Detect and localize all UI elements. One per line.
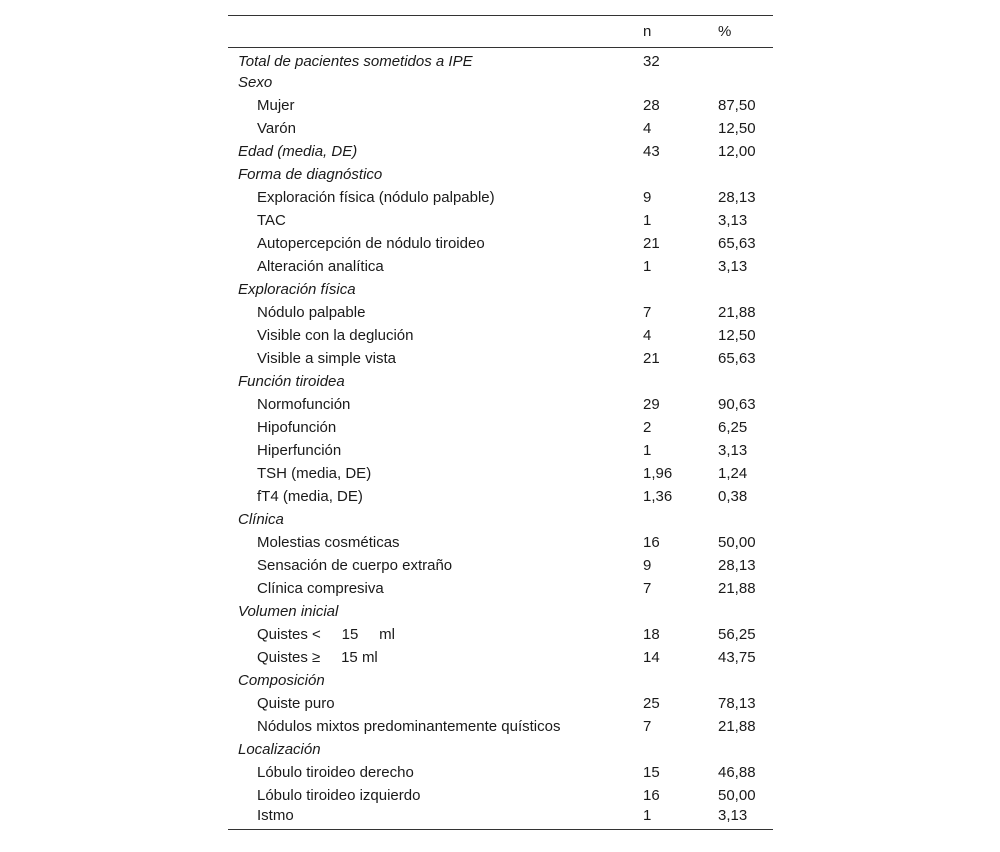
row-label: Molestias cosméticas	[257, 533, 400, 551]
row-pct: 87,50	[718, 96, 756, 114]
header-n: n	[643, 23, 652, 40]
row-n: 1	[643, 806, 652, 824]
row-label: Hipofunción	[257, 418, 337, 436]
row-label: fT4 (media, DE)	[257, 487, 363, 505]
row-pct	[718, 48, 773, 71]
table-row	[228, 186, 773, 209]
table-row	[228, 531, 773, 554]
table-row	[228, 692, 773, 715]
row-label: Total de pacientes sometidos a IPE	[238, 53, 473, 71]
row-n: 29	[643, 395, 660, 413]
table-row	[228, 393, 773, 416]
row-n: 32	[643, 53, 660, 71]
row-pct: 6,25	[718, 418, 748, 436]
table-row	[228, 646, 773, 669]
patient-characteristics-table	[228, 15, 773, 830]
row-label: Hiperfunción	[257, 441, 342, 459]
row-label: Localización	[238, 740, 321, 758]
row-label: Forma de diagnóstico	[238, 165, 383, 183]
table-row	[228, 324, 773, 347]
row-pct	[718, 278, 773, 301]
row-pct: 65,63	[718, 234, 756, 252]
row-n: 9	[643, 556, 652, 574]
row-pct: 50,00	[718, 786, 756, 804]
row-pct: 43,75	[718, 648, 756, 666]
table-row	[228, 94, 773, 117]
row-label: Istmo	[257, 806, 294, 824]
row-pct: 12,50	[718, 326, 756, 344]
row-label: Volumen inicial	[238, 602, 339, 620]
row-label: TAC	[257, 211, 286, 229]
row-n: 7	[643, 717, 652, 735]
row-pct: 12,50	[718, 119, 756, 137]
row-n: 9	[643, 188, 652, 206]
table-row	[228, 209, 773, 232]
row-label: Visible a simple vista	[257, 349, 396, 367]
row-n: 25	[643, 694, 660, 712]
row-label: Normofunción	[257, 395, 351, 413]
row-pct: 3,13	[718, 806, 748, 824]
row-pct: 65,63	[718, 349, 756, 367]
row-n: 1,96	[643, 464, 673, 482]
row-label: Nódulo palpable	[257, 303, 366, 321]
table-row	[228, 554, 773, 577]
row-pct	[718, 669, 773, 692]
row-n: 21	[643, 234, 660, 252]
table-row	[228, 255, 773, 278]
row-pct	[718, 163, 773, 186]
row-label: Quistes < 15 ml	[257, 625, 395, 643]
row-pct: 28,13	[718, 556, 756, 574]
table-row	[228, 761, 773, 784]
row-n: 16	[643, 786, 660, 804]
row-label: Clínica	[238, 510, 284, 528]
table-row	[228, 232, 773, 255]
table-row	[228, 163, 773, 186]
row-pct: 46,88	[718, 763, 756, 781]
row-n	[643, 508, 718, 531]
table-header-row	[228, 16, 773, 48]
row-label: Varón	[257, 119, 296, 137]
row-label: Quiste puro	[257, 694, 335, 712]
table-row	[228, 140, 773, 163]
row-label: Edad (media, DE)	[238, 142, 358, 160]
row-n: 16	[643, 533, 660, 551]
row-label: Lóbulo tiroideo derecho	[257, 763, 414, 781]
row-pct: 21,88	[718, 579, 756, 597]
row-n: 7	[643, 303, 652, 321]
row-n: 4	[643, 119, 652, 137]
table-row	[228, 416, 773, 439]
header-label	[228, 16, 643, 48]
table-row	[228, 370, 773, 393]
row-n: 2	[643, 418, 652, 436]
row-label: Exploración física (nódulo palpable)	[257, 188, 495, 206]
table-row	[228, 485, 773, 508]
table-row	[228, 439, 773, 462]
row-label: Exploración física	[238, 280, 356, 298]
row-pct	[718, 370, 773, 393]
table-row	[228, 807, 773, 830]
row-n: 1,36	[643, 487, 673, 505]
row-label: Mujer	[257, 96, 295, 114]
row-pct: 3,13	[718, 257, 748, 275]
row-n: 14	[643, 648, 660, 666]
row-n	[643, 669, 718, 692]
row-n: 1	[643, 257, 652, 275]
row-n	[643, 600, 718, 623]
row-label: Quistes ≥ 15 ml	[257, 648, 378, 666]
table-row	[228, 71, 773, 94]
row-pct: 12,00	[718, 142, 756, 160]
table-row	[228, 715, 773, 738]
row-pct: 78,13	[718, 694, 756, 712]
table-row	[228, 738, 773, 761]
row-label: Clínica compresiva	[257, 579, 384, 597]
table-row	[228, 278, 773, 301]
row-n	[643, 278, 718, 301]
row-n: 21	[643, 349, 660, 367]
row-pct	[718, 738, 773, 761]
row-label: Alteración analítica	[257, 257, 384, 275]
row-label: Composición	[238, 671, 325, 689]
row-label: Sexo	[238, 73, 273, 91]
row-label: TSH (media, DE)	[257, 464, 372, 482]
table-row	[228, 784, 773, 807]
table-row	[228, 117, 773, 140]
table-row	[228, 623, 773, 646]
row-label: Nódulos mixtos predominantemente quísticos	[257, 717, 561, 735]
row-pct: 50,00	[718, 533, 756, 551]
row-pct: 1,24	[718, 464, 748, 482]
row-n: 7	[643, 579, 652, 597]
row-pct: 3,13	[718, 211, 748, 229]
row-n: 43	[643, 142, 660, 160]
row-pct: 3,13	[718, 441, 748, 459]
table-row	[228, 462, 773, 485]
table-row	[228, 301, 773, 324]
row-n: 4	[643, 326, 652, 344]
row-pct: 21,88	[718, 303, 756, 321]
row-pct: 90,63	[718, 395, 756, 413]
table-row	[228, 48, 773, 71]
row-n	[643, 71, 718, 94]
row-n	[643, 163, 718, 186]
row-n: 28	[643, 96, 660, 114]
row-n	[643, 370, 718, 393]
row-n	[643, 738, 718, 761]
row-n: 1	[643, 441, 652, 459]
row-n: 1	[643, 211, 652, 229]
row-pct	[718, 71, 773, 94]
row-n: 15	[643, 763, 660, 781]
table-row	[228, 600, 773, 623]
row-label: Lóbulo tiroideo izquierdo	[257, 786, 421, 804]
table-row	[228, 347, 773, 370]
row-pct	[718, 600, 773, 623]
row-pct	[718, 508, 773, 531]
row-pct: 0,38	[718, 487, 748, 505]
header-pct: %	[718, 23, 732, 40]
row-pct: 21,88	[718, 717, 756, 735]
row-pct: 28,13	[718, 188, 756, 206]
table-row	[228, 508, 773, 531]
row-label: Autopercepción de nódulo tiroideo	[257, 234, 485, 252]
row-n: 18	[643, 625, 660, 643]
table-row	[228, 669, 773, 692]
row-pct: 56,25	[718, 625, 756, 643]
table-row	[228, 577, 773, 600]
row-label: Función tiroidea	[238, 372, 345, 390]
row-label: Sensación de cuerpo extraño	[257, 556, 453, 574]
row-label: Visible con la deglución	[257, 326, 414, 344]
